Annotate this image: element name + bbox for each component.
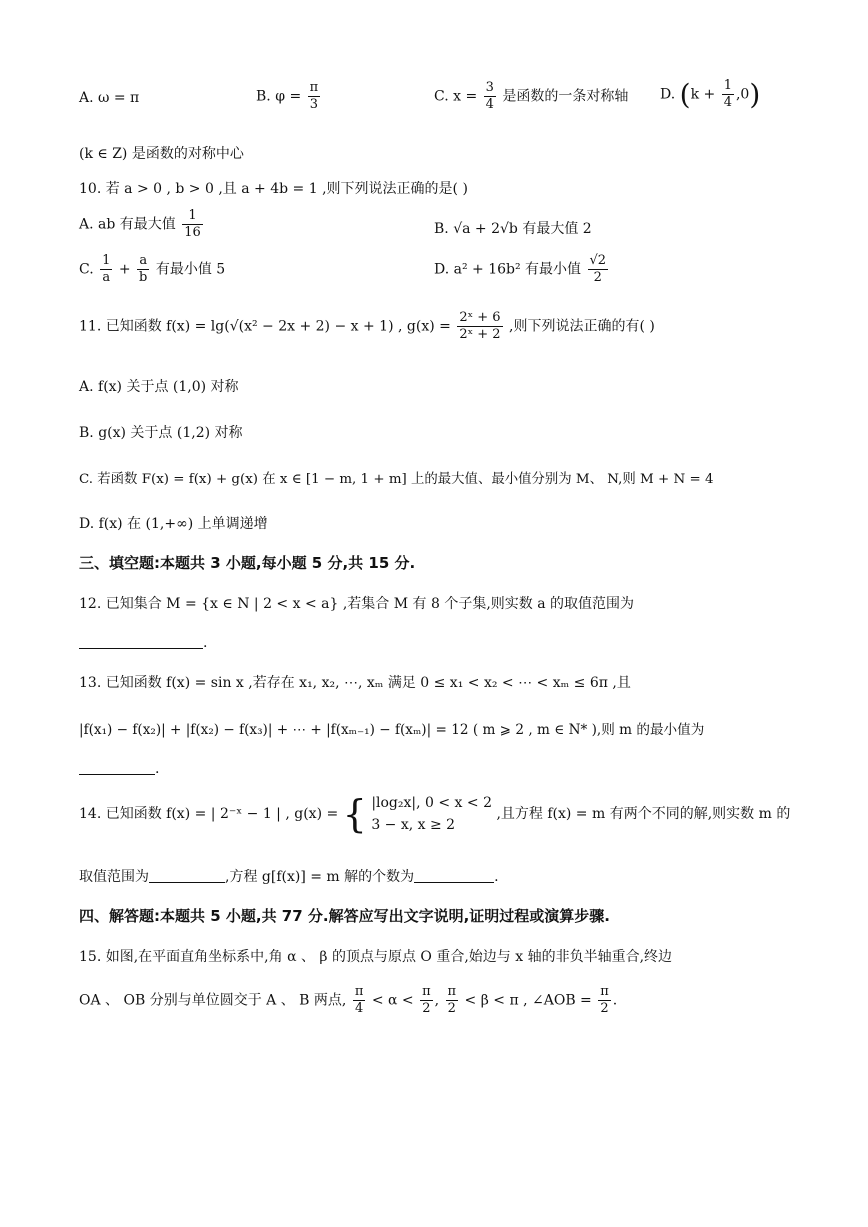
q15-f4-den: 2 [600,1001,609,1016]
q10-d-fraction [588,253,609,286]
q9-d-num: 1 [723,78,732,93]
q15-f3-num: π [447,984,457,999]
q11-g-fraction [457,310,502,343]
q9-b-den: 3 [309,97,319,112]
q10-c-plus: + [118,261,131,278]
q10-c-suffix: 有最小值 5 [155,261,226,278]
q10-stem: 10. 若 a > 0 , b > 0 ,且 a + 4b = 1 ,则下列说法正确的是( ) [79,181,468,197]
q14-blank-2[interactable] [414,868,494,883]
q9-option-c [434,80,628,113]
q14-line-2 [79,866,499,886]
q14-brace: { [342,792,367,836]
q11-option-d: D. f(x) 在 (1,+∞) 上单调递增 [79,516,268,532]
q12-end: . [203,635,208,651]
q15-fraction-2 [420,984,433,1017]
q11-stem-a: 11. 已知函数 f(x) = lg(√(x² − 2x + 2) − x + 1) , g(x) = [79,318,451,335]
q9-b-prefix: B. φ = [256,88,302,105]
q10-option-d [434,253,610,286]
q11-stem [79,310,655,343]
q10-c-num1: 1 [102,253,111,268]
q10-c-den2: b [139,270,148,285]
q9-option-d [660,78,760,111]
q10-a-den: 16 [184,225,201,240]
q14-line2-a: 取值范围为 [79,869,149,885]
q15-f2-den: 2 [422,1001,431,1016]
q14-line2-b: ,方程 g[f(x)] = m 解的个数为 [225,869,415,885]
q9-d-lparen: ( [679,78,691,111]
q15-f4-num: π [600,984,609,999]
q10-a-fraction [182,208,203,241]
q10-c-fraction-1 [100,253,112,286]
q10-option-a [79,208,205,241]
q10-d-num: √2 [589,253,607,268]
q9-option-b [256,80,322,113]
q9-d-rparen: ) [749,78,761,111]
q9-d-k: k + [690,86,716,103]
q10-option-b: B. √a + 2√b 有最大值 2 [434,221,592,237]
q14-case-2: 3 − x, x ≥ 2 [371,817,456,833]
q15-line-1: 15. 如图,在平面直角坐标系中,角 α 、 β 的顶点与原点 O 重合,始边与 x 轴的非负半轴重合,终边 [79,949,673,965]
q15-end: . [612,992,618,1009]
q10-c-fraction-2 [137,253,149,286]
q13-answer-line [79,760,159,777]
q14-blank-1[interactable] [149,868,225,883]
q9-option-d-continued: (k ∈ Z) 是函数的对称中心 [79,146,244,162]
q14-stem [79,792,790,836]
q11-option-c: C. 若函数 F(x) = f(x) + g(x) 在 x ∈ [1 − m, 1 + m] 上的最大值、最小值分别为 M、 N,则 M + N = 4 [79,472,714,487]
q9-c-fraction [484,80,496,113]
q15-fraction-1 [353,984,366,1017]
q12-answer-line [79,634,207,651]
q14-end: . [494,869,499,885]
q10-c-den1: a [102,270,111,285]
q15-line2-a: OA 、 OB 分别与单位圆交于 A 、 B 两点, [79,992,347,1009]
q11-g-den: 2ˣ + 2 [459,327,501,342]
q10-d-prefix: D. a² + 16b² 有最小值 [434,261,582,278]
q11-option-b: B. g(x) 关于点 (1,2) 对称 [79,425,243,441]
q12-stem: 12. 已知集合 M = {x ∈ N | 2 < x < a} ,若集合 M 有 8 个子集,则实数 a 的取值范围为 [79,596,635,612]
q15-f1-den: 4 [354,1001,364,1016]
q15-ineq-1: < α < [371,992,414,1009]
q10-a-num: 1 [182,208,203,225]
q13-stem: 13. 已知函数 f(x) = sin x ,若存在 x₁, x₂, ⋯, xₘ 满足 0 ≤ x₁ < x₂ < ⋯ < xₘ ≤ 6π ,且 [79,675,631,691]
q14-case-1: |log₂x|, 0 < x < 2 [371,795,492,811]
q13-line-2: |f(x₁) − f(x₂)| + |f(x₂) − f(x₃)| + ⋯ + |f(xₘ₋₁) − f(xₘ)| = 12 ( m ⩾ 2 , m ∈ N* ),则 m 的最小值为 [79,722,705,738]
q10-d-den: 2 [593,270,602,285]
q9-c-suffix: 是函数的一条对称轴 [502,88,629,105]
q15-ineq-2: < β < π , ∠AOB = [464,992,592,1009]
q9-d-den: 4 [723,95,732,110]
q9-b-num: π [309,80,319,95]
q14-stem-b: ,且方程 f(x) = m 有两个不同的解,则实数 m 的 [496,806,791,822]
q9-c-num: 3 [485,80,494,95]
q15-line-2 [79,984,617,1017]
q9-d-fraction [722,78,734,111]
q9-d-tail: ,0 [735,86,750,103]
q15-f1-num: π [354,984,364,999]
q13-blank[interactable] [79,760,155,775]
q10-c-num2: a [137,253,149,270]
q15-fraction-3 [446,984,459,1017]
q11-stem-b: ,则下列说法正确的有( ) [509,318,655,335]
q9-d-prefix: D. [660,86,676,103]
q15-fraction-4 [598,984,611,1017]
q9-c-den: 4 [485,97,494,112]
q15-sep: , [434,992,440,1009]
q15-f2-num: π [422,984,431,999]
q9-b-fraction [308,80,321,113]
section-4-heading: 四、解答题:本题共 5 小题,共 77 分.解答应写出文字说明,证明过程或演算步骤. [79,907,610,925]
q14-stem-a: 14. 已知函数 f(x) = | 2⁻ˣ − 1 | , g(x) = [79,806,339,822]
q9-c-prefix: C. x = [434,88,478,105]
q10-a-prefix: A. ab 有最大值 [79,216,176,233]
q14-cases [371,792,492,836]
q9-option-a: A. ω = π [79,90,140,106]
q11-option-a: A. f(x) 关于点 (1,0) 对称 [79,379,239,395]
section-3-heading: 三、填空题:本题共 3 小题,每小题 5 分,共 15 分. [79,554,416,572]
q13-end: . [155,761,160,777]
q11-g-num: 2ˣ + 6 [459,310,501,325]
q12-blank[interactable] [79,634,203,649]
q10-c-prefix: C. [79,261,94,278]
q15-f3-den: 2 [447,1001,456,1016]
q10-option-c [79,253,225,286]
